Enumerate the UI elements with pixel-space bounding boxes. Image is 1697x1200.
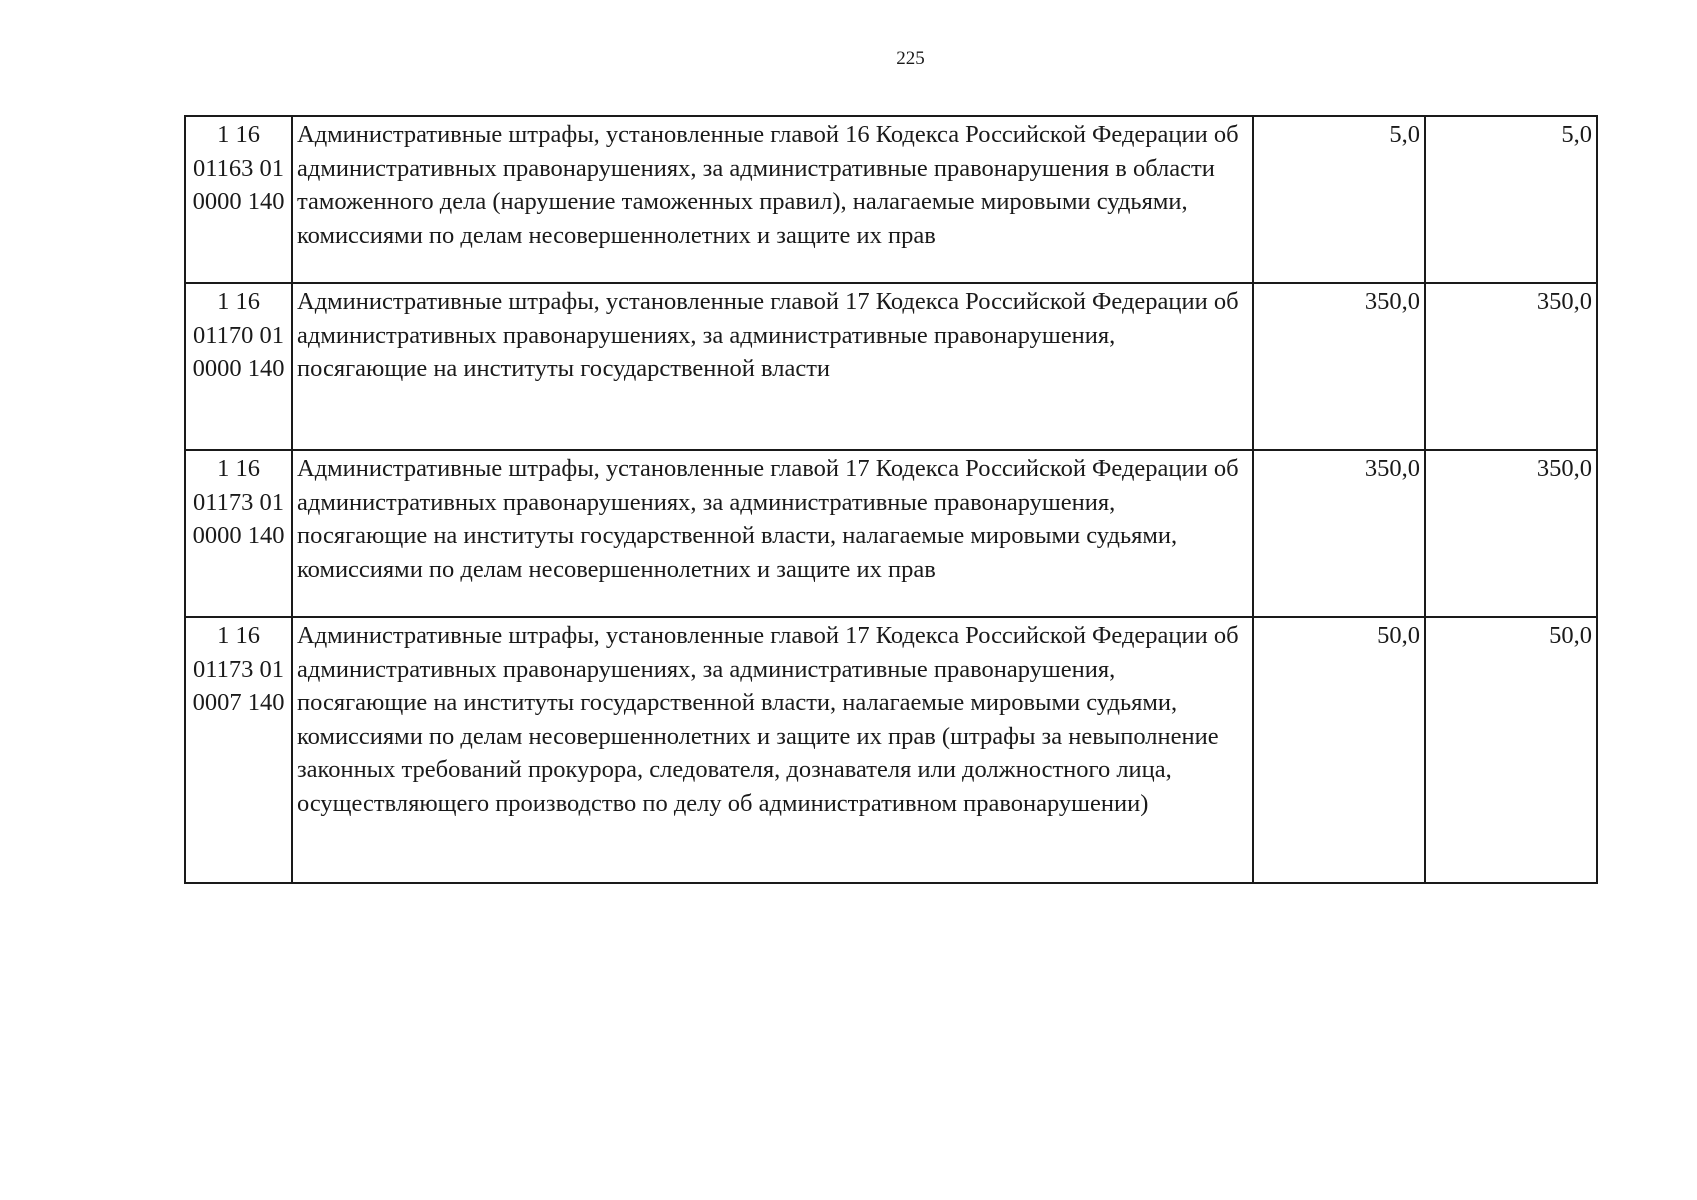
description-cell: Административные штрафы, установленные главой 16 Кодекса Российской Федерации об административных правонарушениях, за административные правонарушения в области таможенного дела (нарушение таможенных правил), налагаемые мировыми судьями, комиссиями по делам несовершеннолетних и защите их прав — [292, 116, 1253, 283]
value-cell-2: 350,0 — [1425, 283, 1597, 450]
code-line: 0007 140 — [192, 689, 285, 716]
table-row — [185, 617, 1597, 883]
revenue-table — [184, 115, 1598, 884]
description-cell: Административные штрафы, установленные главой 17 Кодекса Российской Федерации об административных правонарушениях, за административные правонарушения, посягающие на институты государственной власти, налагаемые мировыми судьями, комиссиями по делам несовершеннолетних и защите их прав (штрафы за невыполнение законных требований прокурора, следователя, дознавателя или должностного лица, осуществляющего производство по делу об административном правонарушении) — [292, 617, 1253, 883]
code-line: 01163 01 — [193, 154, 284, 182]
code-line: 1 16 — [217, 288, 260, 315]
code-line: 1 16 — [217, 455, 260, 482]
budget-code-cell — [185, 617, 292, 883]
code-line: 01173 01 — [193, 488, 284, 516]
code-line: 01170 01 — [193, 321, 284, 349]
budget-code-cell — [185, 450, 292, 617]
budget-code-cell — [185, 116, 292, 283]
value-cell-1: 5,0 — [1253, 116, 1425, 283]
value-cell-1: 350,0 — [1253, 283, 1425, 450]
value-cell-1: 50,0 — [1253, 617, 1425, 883]
value-cell-2: 5,0 — [1425, 116, 1597, 283]
table-row — [185, 283, 1597, 450]
code-line: 0000 140 — [192, 522, 285, 549]
code-line: 1 16 — [217, 121, 260, 148]
value-cell-2: 50,0 — [1425, 617, 1597, 883]
code-line: 0000 140 — [192, 355, 285, 382]
description-cell: Административные штрафы, установленные главой 17 Кодекса Российской Федерации об административных правонарушениях, за административные правонарушения, посягающие на институты государственной власти, налагаемые мировыми судьями, комиссиями по делам несовершеннолетних и защите их прав — [292, 450, 1253, 617]
table-row — [185, 450, 1597, 617]
code-line: 01173 01 — [193, 655, 284, 683]
code-line: 0000 140 — [192, 188, 285, 215]
value-cell-2: 350,0 — [1425, 450, 1597, 617]
description-cell: Административные штрафы, установленные главой 17 Кодекса Российской Федерации об административных правонарушениях, за административные правонарушения, посягающие на институты государственной власти — [292, 283, 1253, 450]
page-number: 225 — [896, 48, 925, 69]
budget-code-cell — [185, 283, 292, 450]
value-cell-1: 350,0 — [1253, 450, 1425, 617]
table-row — [185, 116, 1597, 283]
code-line: 1 16 — [217, 622, 260, 649]
